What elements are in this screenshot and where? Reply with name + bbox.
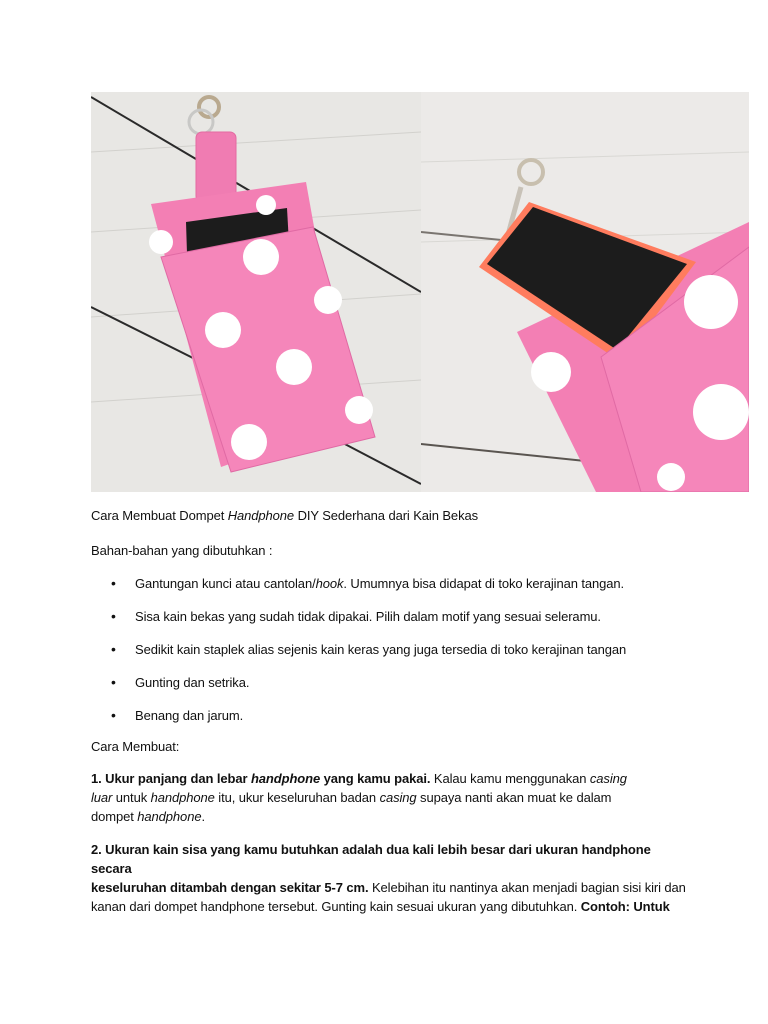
pouch-illustration — [91, 92, 421, 492]
step-2-paragraph: 2. Ukuran kain sisa yang kamu butuhkan adalah dua kali lebih besar dari ukuran handphone secara keseluruhan ditambah dengan sekitar 5-7 cm. Kelebihan itu nantinya akan menjadi bagian sisi kiri dan kanan dari dompet handphone tersebut. Gunting kain sesuai ukuran yang dibutuhkan. Contoh: Untuk — [91, 842, 686, 914]
pouch-with-phone-photo — [421, 92, 749, 492]
ingredients-heading: Bahan-bahan yang dibutuhkan : — [91, 543, 273, 558]
list-item: • Gantungan kunci atau cantolan/hook. Umumnya bisa didapat di toko kerajinan tangan. — [91, 574, 626, 607]
step-1-paragraph: 1. Ukur panjang dan lebar handphone yang kamu pakai. Kalau kamu menggunakan casing luar untuk handphone itu, ukur keseluruhan badan casing supaya nanti akan muat ke dalam dompet handphone. — [91, 771, 627, 824]
list-item: • Sedikit kain staplek alias sejenis kain keras yang juga tersedia di toko kerajinan tangan — [91, 640, 626, 673]
list-item: • Gunting dan setrika. — [91, 673, 626, 706]
photo-strip — [91, 92, 749, 492]
pink-polka-dot-pouch-photo — [91, 92, 421, 492]
document-title: Cara Membuat Dompet Handphone DIY Sederhana dari Kain Bekas — [91, 508, 478, 523]
list-item: • Benang dan jarum. — [91, 706, 626, 739]
pouch-closeup-illustration — [421, 92, 749, 492]
list-item: • Sisa kain bekas yang sudah tidak dipakai. Pilih dalam motif yang sesuai seleramu. — [91, 607, 626, 640]
steps-heading: Cara Membuat: — [91, 739, 180, 754]
ingredients-list — [91, 574, 626, 739]
